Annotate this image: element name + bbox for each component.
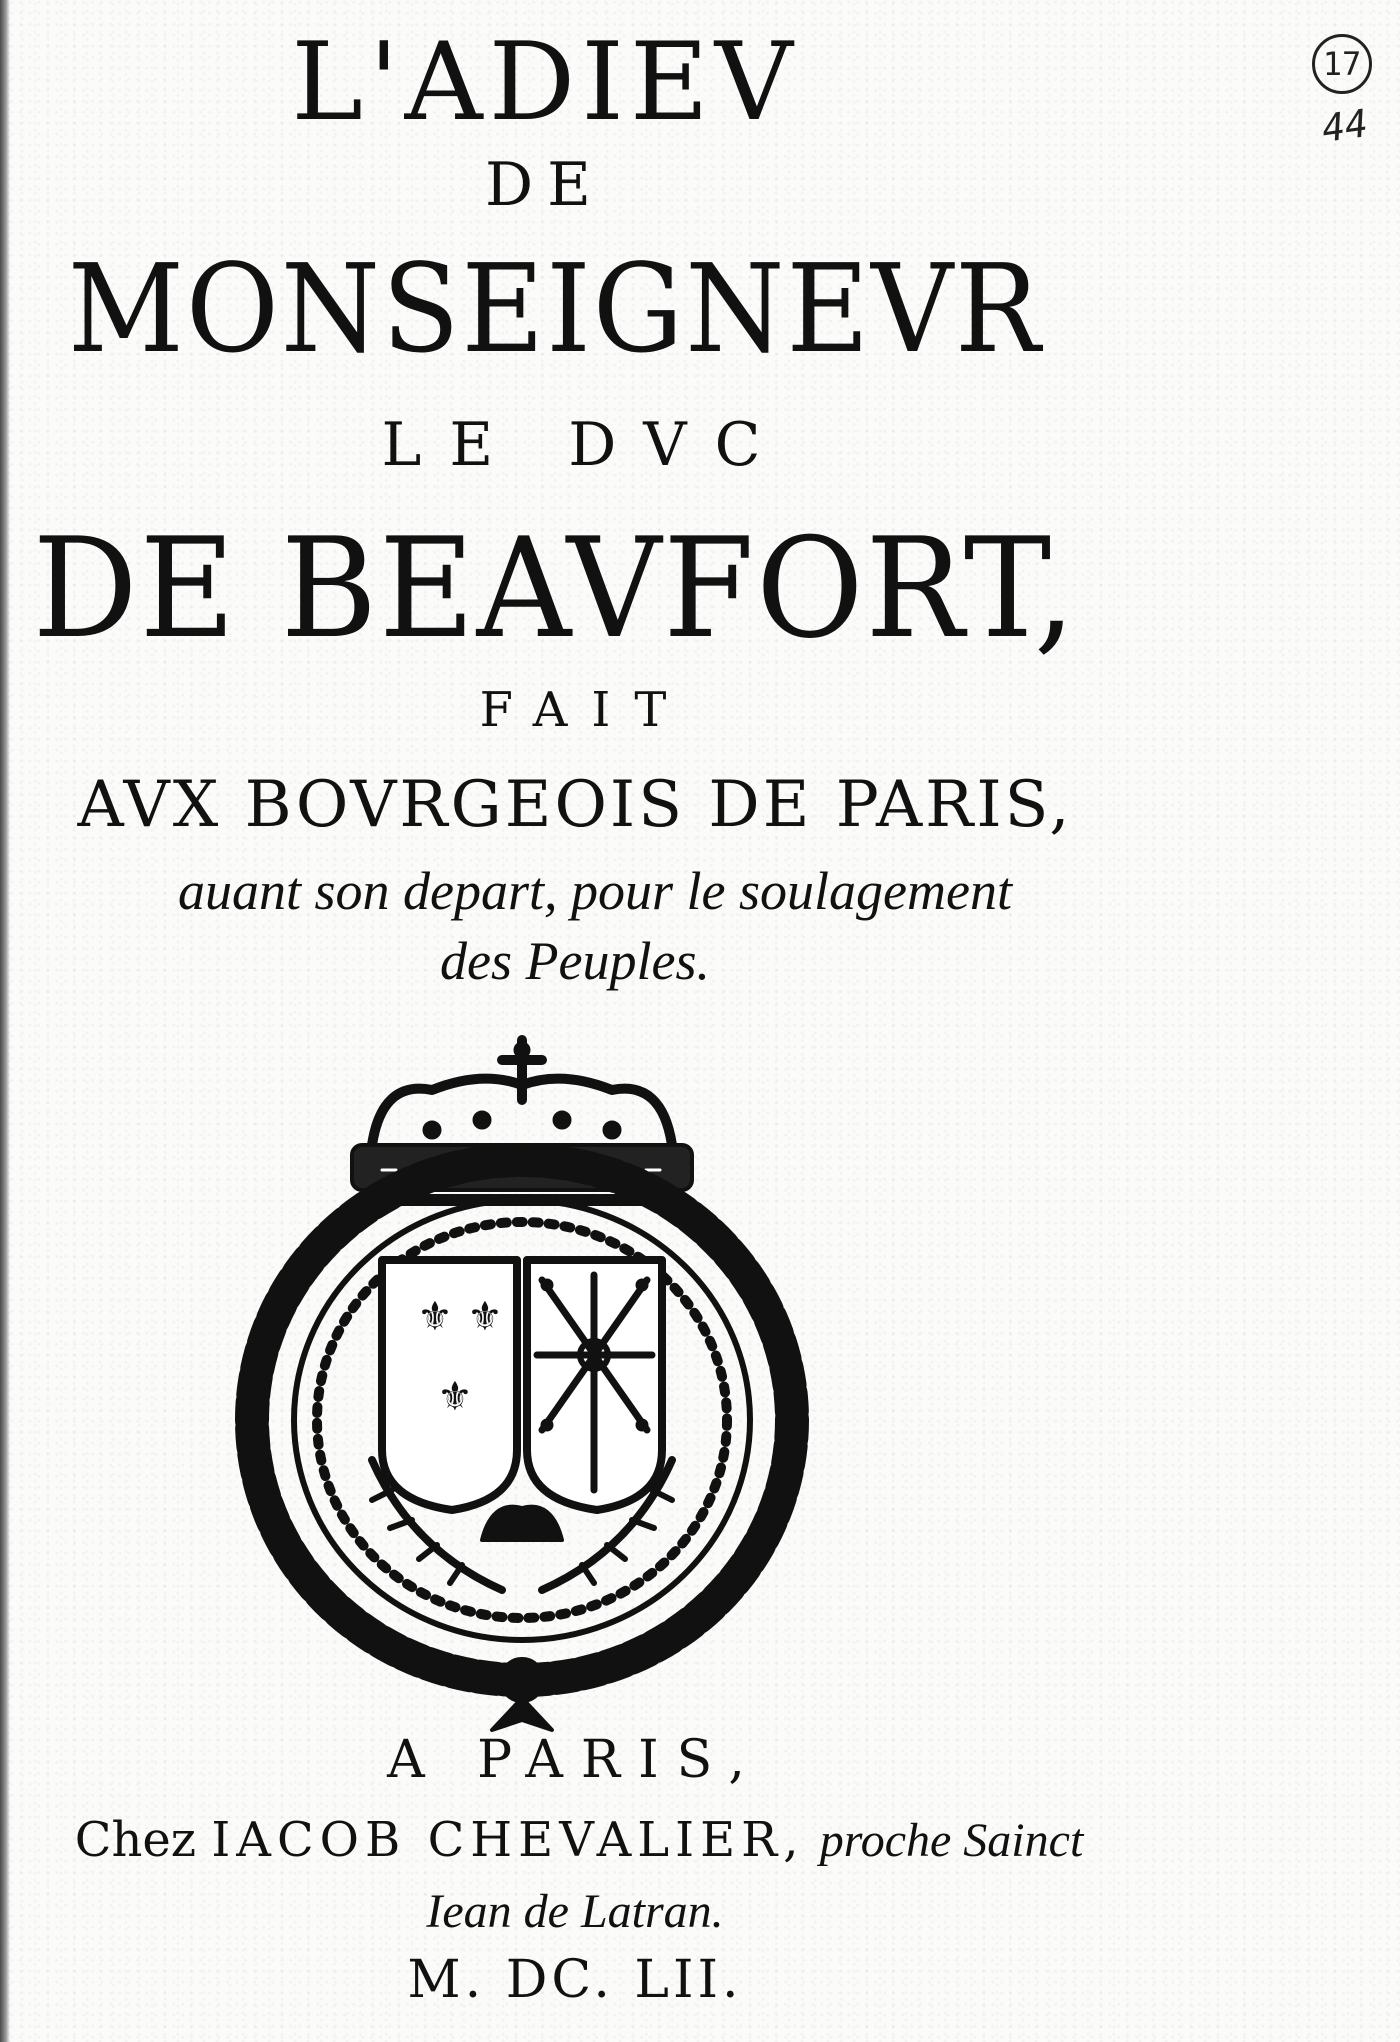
title-fait: FAIT (479, 682, 691, 738)
title-de-beaufort: DE BEAVFORT, (32, 508, 1078, 669)
imprint-chez: Chez (74, 1812, 197, 1868)
imprint-place: A PARIS, (387, 1730, 763, 1790)
title-subtitle-line2: des Peuples. (440, 931, 710, 991)
imprint-address: proche Sainct (819, 1814, 1084, 1867)
small-crown-icon (482, 1507, 562, 1540)
title-de: DE (485, 150, 605, 220)
svg-text:⚜: ⚜ (467, 1294, 503, 1340)
shield-navarre (527, 1260, 662, 1510)
title-adieu: L'ADIEV (291, 20, 799, 145)
order-collar (252, 1160, 792, 1680)
svg-text:⚜: ⚜ (437, 1374, 473, 1420)
imprint-printer: IACOB CHEVALIER, (211, 1812, 805, 1868)
imprint-address-line2: Iean de Latran. (426, 1885, 724, 1938)
title-le-duc: LE DVC (381, 410, 789, 480)
title-subtitle-line1: auant son depart, pour le soulagement (178, 861, 1012, 921)
folio-number-annotation: 17 (1312, 34, 1372, 94)
coat-of-arms-emblem (232, 1030, 812, 1740)
title-bourgeois: AVX BOVRGEOIS DE PARIS, (77, 768, 1073, 842)
folio-mark-annotation: 44 (1319, 101, 1371, 151)
imprint-date: M. DC. LII. (407, 1950, 743, 2010)
svg-text:⚜: ⚜ (417, 1294, 453, 1340)
imprint-printer-line (4, 1812, 1154, 1868)
title-monseigneur: MONSEIGNEVR (67, 238, 1043, 380)
shield-france (382, 1260, 517, 1510)
